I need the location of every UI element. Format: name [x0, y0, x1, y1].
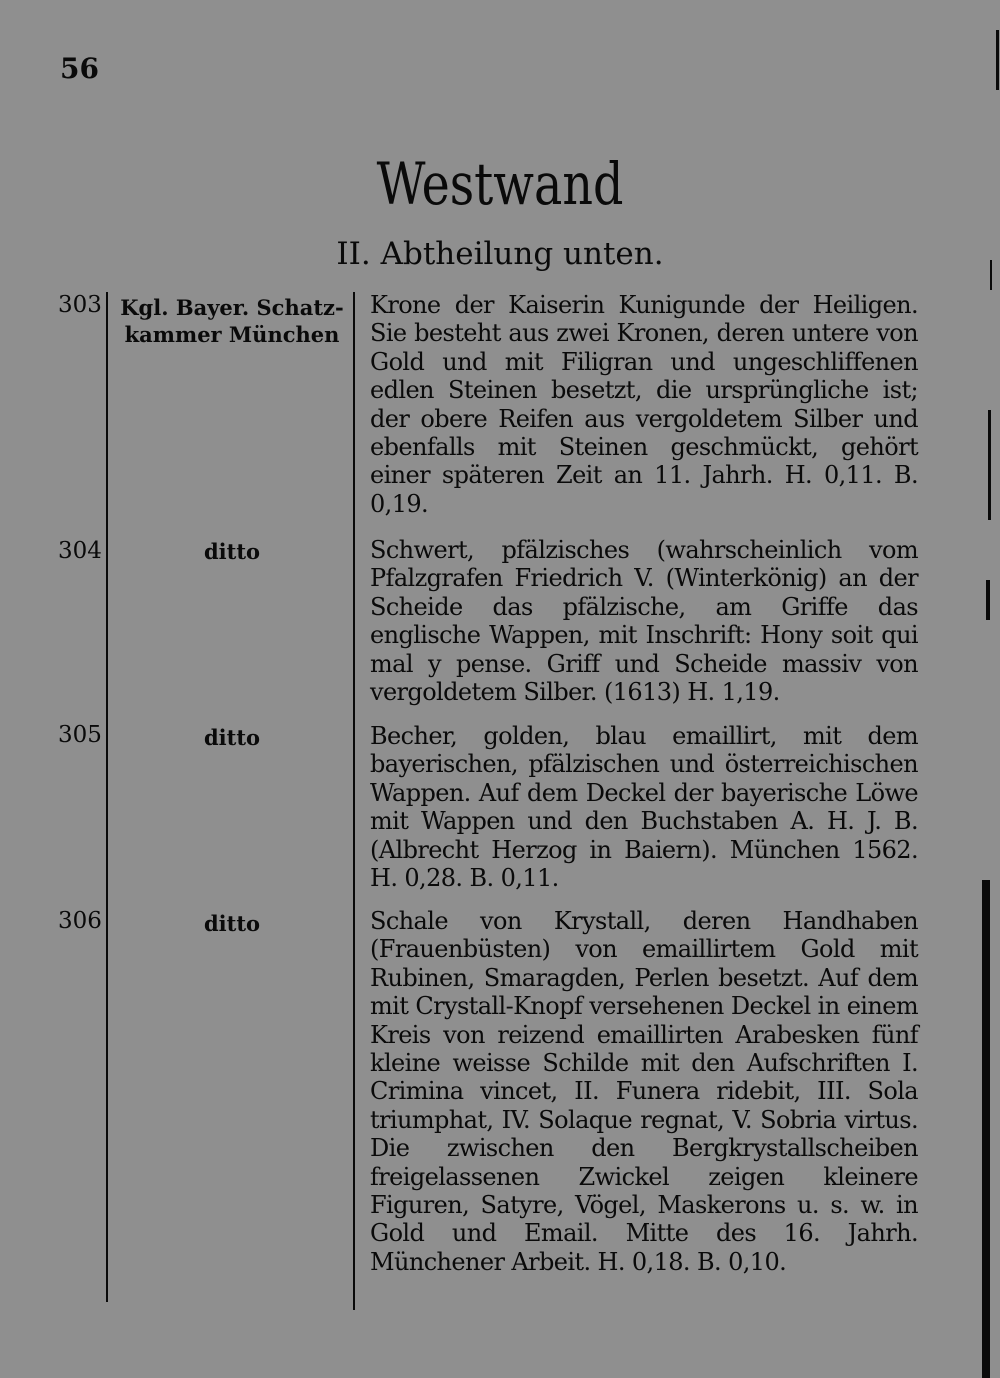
scan-edge-mark — [996, 30, 999, 90]
entry-description: Schwert, pfälzisches (wahrscheinlich vom Pfalzgrafen Friedrich V. (Winterkönig) an der Scheide das pfälzische, am Griffe das englische Wappen, mit Inschrift: Hony soit qui mal y pense. Griff und Scheide massiv von vergoldetem Silber. (1613) H. 1,19. — [370, 536, 918, 707]
scan-edge-mark — [986, 580, 990, 620]
entry-description: Becher, golden, blau emaillirt, mit dem bayerischen, pfälzischen und österreichischen Wappen. Auf dem Deckel der bayerische Löwe mit Wappen und den Buchstaben A. H. J. B. (Albrecht Herzog in Baiern). München 1562. H. 0,28. B. 0,11. — [370, 722, 918, 893]
entry-description: Schale von Krystall, deren Handhaben (Frauenbüsten) von emaillirtem Gold mit Rubinen, Smaragden, Perlen besetzt. Auf dem mit Crystall-Knopf versehenen Deckel in einem Kreis von reizend emaillirten Arabesken fünf kleine weisse Schilde mit den Aufschriften I. Crimina vincet, II. Funera ridebit, III. Sola triumphat, IV. Solaque regnat, V. Sobria virtus. Die zwischen den Bergkrystallscheiben freigelassenen Zwickel zeigen kleinere Figuren, Satyre, Vögel, Maskerons u. s. w. in Gold und Email. Mitte des 16. Jahrh. Münchener Arbeit. H. 0,18. B. 0,10. — [370, 907, 918, 1276]
entry-number: 304 — [58, 538, 102, 564]
entry-source: ditto — [203, 539, 261, 564]
scan-edge-mark — [982, 880, 990, 1378]
entry-number: 306 — [58, 908, 102, 934]
entry-description: Krone der Kaiserin Kunigunde der Heiligen. Sie besteht aus zwei Kronen, deren untere von Gold und mit Filigran und ungeschliffenen edlen Steinen besetzt, die ursprüngliche ist; der obere Reifen aus vergoldetem Silber und ebenfalls mit Steinen geschmückt, gehört einer späteren Zeit an 11. Jahrh. H. 0,11. B. 0,19. — [370, 291, 918, 518]
entry-source: ditto — [203, 725, 261, 750]
page-number: 56 — [60, 52, 99, 85]
entry-source: ditto — [203, 911, 261, 936]
page-title: Westwand — [376, 150, 624, 218]
scan-edge-mark — [990, 260, 992, 290]
entry-source: Kgl. Bayer. Schatz-kammer München — [120, 295, 344, 347]
entry-number: 305 — [58, 722, 102, 748]
column-rule-left — [106, 292, 108, 1302]
entry-number: 303 — [58, 292, 102, 318]
column-rule-right — [353, 292, 355, 1310]
section-subtitle: II. Abtheilung unten. — [336, 236, 664, 272]
scan-edge-mark — [988, 410, 991, 520]
